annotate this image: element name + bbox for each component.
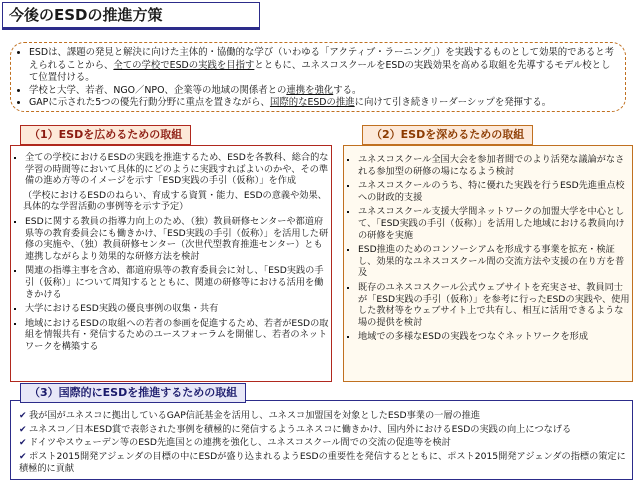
intro-text: 学校と大学、若者、NGO／NPO、企業等の地域の関係者との [29, 84, 287, 96]
section1-note: （学校におけるESDのねらい、育成する資質・能力、ESDの意義や効果、具体的な学習活動の事例等を示す予定） [23, 189, 327, 213]
intro-emphasis: 連携を強化 [286, 84, 334, 96]
intro-item [29, 47, 619, 85]
section1-list [11, 146, 331, 353]
intro-text: とともに、ユネスコスクールをESDの実践効果を高める取組を先導するモデル校として位置付ける。 [29, 59, 611, 84]
section2-list [344, 146, 632, 343]
intro-list [17, 47, 619, 110]
section3-list [11, 401, 632, 475]
intro-item [29, 97, 619, 110]
check-icon: ✔ [19, 424, 27, 435]
check-icon: ✔ [19, 451, 27, 462]
section1-item: ▪ ESDに関する教員の指導力向上のため、（独）教員研修センターや都道府県等の教育委員会にも働きかけ、「ESD実践の手引（仮称）」を活用した研修の実施や、（独）教員研修センター（次世代型教育推進センター）とも連携しながらより効果的な研修方法を検討 [25, 216, 331, 262]
section2-box [343, 145, 633, 382]
section2-item: ▪ 既存のユネスコスクール公式ウェブサイトを充実させ、教員同士が「ESD実践の手引（仮称）」を参考に行ったESDの実践や、使用した教材等をウェブサイト上で共有し、相互に活用できるような場の提供を検討 [358, 282, 632, 328]
intro-text: GAPに示された5つの優先行動分野に重点を置きながら、 [29, 97, 270, 109]
section3-item [17, 424, 632, 437]
section3-text: 我が国がユネスコに拠出しているGAP信託基金を活用し、ユネスコ加盟国を対象としたESD事業の一層の推進 [29, 410, 481, 421]
section1-item: ▪ 地域におけるESDの取組への若者の参画を促進するため、若者がESDの取組を情報共有・発信するためのユースフォーラムを開催し、若者のネットワークを構築する [25, 318, 331, 353]
section2-title: （2）ESDを深めるための取組 [362, 125, 533, 145]
section1-item: ▪ 全ての学校におけるESDの実践を推進するため、ESDを各教科、総合的な学習の時間等において具体的にどのように実践すればよいのかや、その準備の進め方等のイメージを示す「ESD実践の手引（仮称）」を作成 [25, 152, 331, 187]
intro-emphasis: 全ての学校でESDの実践を目指す [113, 59, 255, 71]
section3-text: ポスト2015開発アジェンダの目標の中にESDが盛り込まれるようESDの重要性を発信するとともに、ポスト2015開発アジェンダの指標の策定に積極的に貢献 [19, 450, 626, 475]
section1-title: （1）ESDを広めるための取組 [20, 125, 191, 145]
section3-text: ユネスコ／日本ESD賞で表彰された事例を積極的に発信するようユネスコに働きかけ、国内外におけるESDの実践の向上につなげる [29, 423, 572, 435]
section3-text: ドイツやスウェーデン等のESD先進国との連携を強化し、ユネスコスクール間での交流の促進等を検討 [29, 437, 451, 449]
section3-item [17, 410, 632, 423]
section3-title: （3）国際的にESDを推進するための取組 [20, 383, 246, 403]
intro-text: する。 [333, 84, 362, 96]
intro-text: ESDは、課題の発見と解決に向けた主体的・協働的な学び（いわゆる「アクティブ・ラーニング」）を実践するものとして効果的であると考えられることから、 [29, 47, 615, 71]
section1-box [10, 145, 332, 382]
intro-text: に向けて引き続きリーダーシップを発揮する。 [354, 97, 552, 109]
section2-item: ▪ ESD推進のためのコンソーシアムを形成する事業を拡充・検証し、効果的なユネスコスクール間の交流方法や支援の在り方を普及 [358, 244, 632, 279]
section1-item: ▪ 大学におけるESD実践の優良事例の収集・共有 [25, 303, 331, 315]
check-icon: ✔ [19, 438, 27, 449]
section1-item: ▪ 関連の指導主事を含め、都道府県等の教育委員会に対し、「ESD実践の手引（仮称）」について周知するとともに、関連の研修等における活用を働きかける [25, 265, 331, 300]
section2-item: ▪ ユネスコスクール全国大会を参加者間でのより活発な議論がなされる参加型の研修の場になるよう検討 [358, 154, 632, 177]
section2-item: ▪ ユネスコスクール支援大学間ネットワークの加盟大学を中心として、「ESD実践の手引（仮称）」を活用した地域における教員向けの研修を実施 [358, 206, 632, 241]
intro-item [29, 85, 619, 98]
intro-emphasis: 国際的なESDの推進 [269, 97, 355, 109]
section2-item: ▪ 地域での多様なESDの実践をつなぐネットワークを形成 [358, 331, 632, 343]
intro-box [10, 42, 626, 112]
page-title: 今後のESDの推進方策 [2, 2, 260, 30]
section2-item: ▪ ユネスコスクールのうち、特に優れた実践を行うESD先進重点校への財政的支援 [358, 180, 632, 203]
section3-box [10, 400, 633, 480]
section3-item [17, 437, 632, 450]
check-icon: ✔ [19, 411, 27, 421]
section3-item [17, 451, 632, 475]
